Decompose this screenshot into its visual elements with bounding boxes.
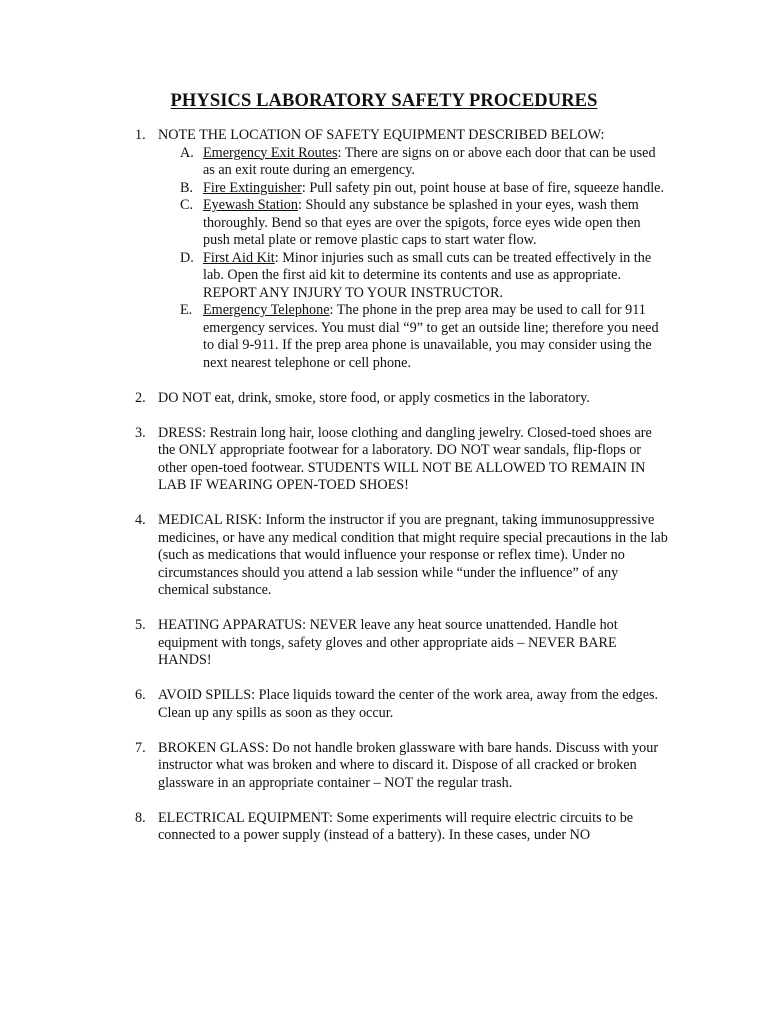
list-item-8 <box>0 810 668 845</box>
item-text: BROKEN GLASS: Do not handle broken glassware with bare hands. Discuss with your instructor what was broken and where to discard it. Dispose of all cracked or broken glassware in an appropriate container – NOT the regular trash. <box>158 739 659 791</box>
sub-item-label: Emergency Telephone <box>203 302 330 318</box>
item-number: 2. <box>135 389 146 406</box>
item-number: 7. <box>135 739 146 756</box>
sub-item-letter: E. <box>180 302 193 318</box>
list-item-2 <box>0 390 668 408</box>
item-number: 8. <box>135 809 146 826</box>
item-text: HEATING APPARATUS: NEVER leave any heat source unattended. Handle hot equipment with tongs, safety gloves and other appropriate aids – NEVER BARE HANDS! <box>158 617 618 668</box>
list-item-3 <box>0 425 668 495</box>
item-text: NOTE THE LOCATION OF SAFETY EQUIPMENT DESCRIBED BELOW: <box>158 127 605 143</box>
sub-item-label: Eyewash Station <box>203 197 298 213</box>
sub-item-text: : The phone in the prep area may be used to call for 911 emergency services. You must dial “9” to get an outside line; therefore you need to dial 9-911. If the prep area phone is unavailable, you may consider using the next nearest telephone or cell phone. <box>203 302 659 371</box>
sub-item-letter: D. <box>180 249 194 266</box>
page-title: PHYSICS LABORATORY SAFETY PROCEDURES <box>170 91 598 111</box>
list-item-4 <box>0 512 668 600</box>
sub-item-label: Fire Extinguisher <box>203 179 302 196</box>
item-number: 3. <box>135 424 146 441</box>
item-text: DRESS: Restrain long hair, loose clothing and dangling jewelry. Closed-toed shoes are the ONLY appropriate footwear for a laboratory. DO NOT wear sandals, flip-flops or other open-toed footwear. STUDENTS WILL NOT BE ALLOWED TO REMAIN IN LAB IF WEARING OPEN-TOED SHOES! <box>158 424 652 493</box>
sub-item-e <box>158 302 668 372</box>
sub-item-letter: C. <box>180 197 194 213</box>
sub-item-label: First Aid Kit <box>203 249 275 266</box>
sub-item-label: Emergency Exit Routes <box>203 144 338 161</box>
item-number: 4. <box>135 512 146 528</box>
sub-item-b <box>158 180 668 198</box>
sub-item-letter: A. <box>180 144 194 161</box>
item-text: DO NOT eat, drink, smoke, store food, or apply cosmetics in the laboratory. <box>158 389 590 406</box>
sub-item-a <box>158 145 668 180</box>
item-number: 6. <box>135 687 146 703</box>
sub-item-c <box>158 197 668 250</box>
item-number: 5. <box>135 617 146 633</box>
list-item-1 <box>0 127 668 372</box>
item-number: 1. <box>135 127 146 143</box>
sub-item-letter: B. <box>180 179 194 196</box>
sub-item-text: : Minor injuries such as small cuts can be treated effectively in the lab. Open the first aid kit to determine its contents and use as appropriate. REPORT ANY INJURY TO YOUR INSTRUCTOR. <box>203 249 652 301</box>
sub-item-d <box>158 250 668 303</box>
item-text: MEDICAL RISK: Inform the instructor if you are pregnant, taking immunosuppressive medicines, or have any medical condition that might require special precautions in the lab (such as medications that would influence your response or reflex time). Under no circumstances should you attend a lab session while “under the influence” of any chemical substance. <box>158 512 668 598</box>
sub-item-text: : Should any substance be splashed in your eyes, wash them thoroughly. Bend so that eyes are over the spigots, force eyes wide open then push metal plate or remove plastic caps to start water flow. <box>203 197 641 248</box>
item-text: AVOID SPILLS: Place liquids toward the center of the work area, away from the edges. Clean up any spills as soon as they occur. <box>158 687 659 721</box>
item-text: ELECTRICAL EQUIPMENT: Some experiments will require electric circuits to be connected to a power supply (instead of a battery). In these cases, under NO <box>158 809 634 843</box>
list-item-7 <box>0 740 668 793</box>
sub-item-text: : There are signs on or above each door that can be used as an exit route during an emergency. <box>203 144 656 178</box>
list-item-6 <box>0 687 668 722</box>
sub-item-text: : Pull safety pin out, point house at base of fire, squeeze handle. <box>301 179 664 196</box>
procedure-list <box>0 127 768 845</box>
list-item-5 <box>0 617 668 670</box>
